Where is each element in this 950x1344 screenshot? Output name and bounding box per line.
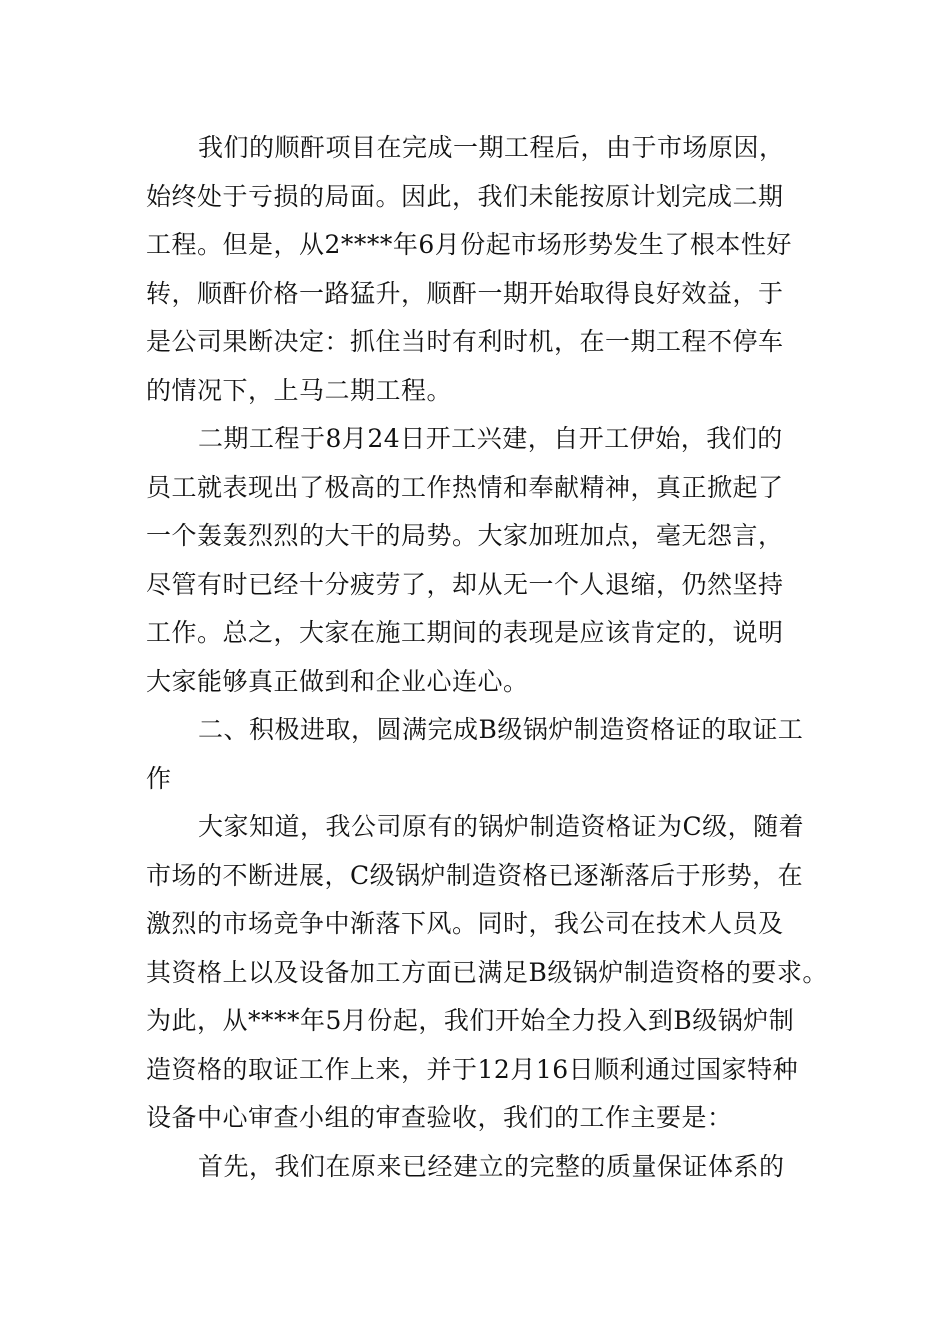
text-line: 员工就表现出了极高的工作热情和奉献精神，真正掀起了 <box>146 472 784 502</box>
text-line: 设备中心审查小组的审查验收，我们的工作主要是： <box>146 1103 733 1132</box>
text-line: 转，顺酐价格一路猛升，顺酐一期开始取得良好效益，于 <box>146 278 784 308</box>
text-line: 为此，从****年5月份起，我们开始全力投入到B级锅炉制 <box>146 1006 795 1035</box>
section-heading-continued: 作 <box>146 763 172 793</box>
section-heading: 二、积极进取，圆满完成B级锅炉制造资格证的取证工 <box>198 715 804 744</box>
text-line: 大家能够真正做到和企业心连心。 <box>146 666 529 696</box>
document-body <box>146 124 828 1191</box>
text-line: 激烈的市场竞争中渐落下风。同时，我公司在技术人员及 <box>146 909 784 938</box>
text-line: 的情况下，上马二期工程。 <box>146 375 453 405</box>
text-line: 大家知道，我公司原有的锅炉制造资格证为C级，随着 <box>198 812 805 841</box>
text-line: 其资格上以及设备加工方面已满足B级锅炉制造资格的要求。 <box>146 957 828 987</box>
text-line: 二期工程于8月24日开工兴建，自开工伊始，我们的 <box>198 424 783 453</box>
text-line: 首先，我们在原来已经建立的完整的质量保证体系的 <box>198 1151 785 1181</box>
text-line: 工作。总之，大家在施工期间的表现是应该肯定的，说明 <box>146 618 784 647</box>
text-line: 是公司果断决定：抓住当时有利时机，在一期工程不停车 <box>146 327 784 356</box>
text-line: 工程。但是，从2****年6月份起市场形势发生了根本性好 <box>146 230 792 259</box>
text-line: 市场的不断进展，C级锅炉制造资格已逐渐落后于形势，在 <box>146 860 804 890</box>
text-line: 造资格的取证工作上来，并于12月16日顺利通过国家特种 <box>146 1054 799 1084</box>
text-line: 始终处于亏损的局面。因此，我们未能按原计划完成二期 <box>146 181 784 211</box>
text-line: 尽管有时已经十分疲劳了，却从无一个人退缩，仍然坚持 <box>146 569 784 599</box>
text-line: 一个轰轰烈烈的大干的局势。大家加班加点，毫无怨言， <box>146 521 784 550</box>
text-line: 我们的顺酐项目在完成一期工程后，由于市场原因， <box>198 133 785 162</box>
